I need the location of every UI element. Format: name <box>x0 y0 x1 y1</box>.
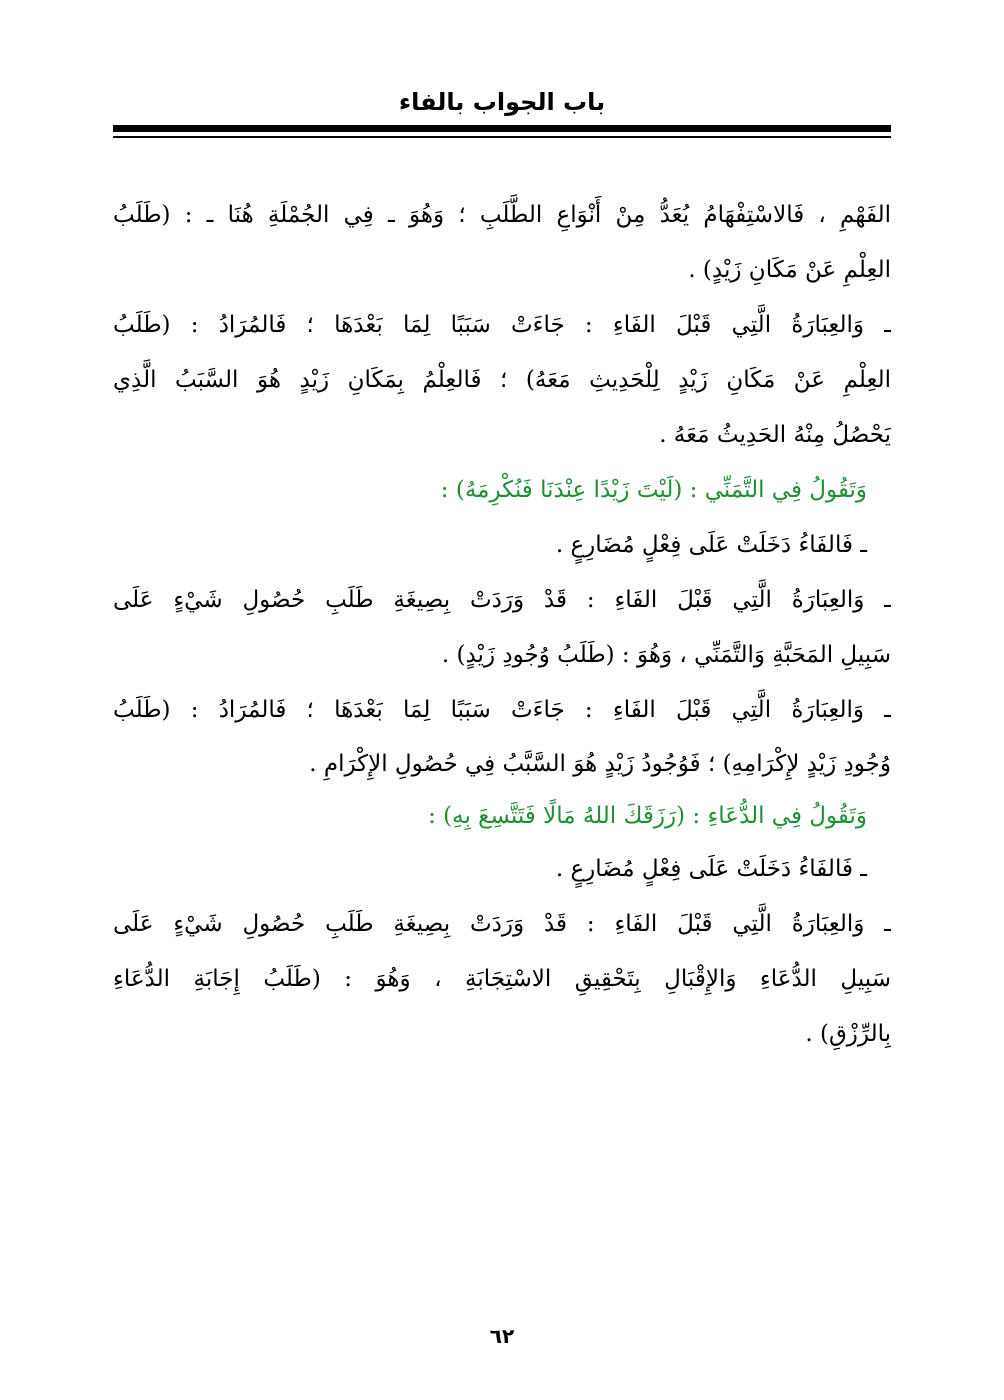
body-line: ـ فَالفَاءُ دَخَلَتْ عَلَى فِعْلٍ مُضَارِعٍ . <box>555 532 867 558</box>
body-line: سَبِيلِ الدُّعَاءِ وَالإِقْبَالِ بِتَحْقِيقِ الاسْتِجَابَةِ ، وَهُوَ : (طَلَبُ إِجَابَةِ الدُّعَاءِ <box>113 966 891 992</box>
chapter-title: باب الجواب بالفاء <box>398 88 606 116</box>
example-heading-tamanni: وَتَقُولُ فِي التَّمَنِّي : (لَيْتَ زَيْدًا عِنْدَنَا فَنُكْرِمَهُ) : <box>440 477 867 503</box>
body-line: ـ وَالعِبَارَةُ الَّتِي قَبْلَ الفَاءِ : قَدْ وَرَدَتْ بِصِيغَةِ طَلَبِ حُصُولِ شَيْءٍ عَلَى <box>113 911 891 937</box>
body-line: ـ وَالعِبَارَةُ الَّتِي قَبْلَ الفَاءِ : قَدْ وَرَدَتْ بِصِيغَةِ طَلَبِ حُصُولِ شَيْءٍ عَلَى <box>113 587 891 613</box>
header-rule-thick <box>113 125 891 132</box>
body-line: ـ وَالعِبَارَةُ الَّتِي قَبْلَ الفَاءِ : جَاءَتْ سَبَبًا لِمَا بَعْدَهَا ؛ فَالمُرَادُ : (طَلَبُ <box>113 312 891 338</box>
body-text <box>113 188 891 1062</box>
body-line: ـ وَالعِبَارَةُ الَّتِي قَبْلَ الفَاءِ : جَاءَتْ سَبَبًا لِمَا بَعْدَهَا ؛ فَالمُرَادُ : (طَلَبُ <box>113 697 891 723</box>
example-heading-dua: وَتَقُولُ فِي الدُّعَاءِ : (رَزَقَكَ اللهُ مَالًا فَتَتَّسِعَ بِهِ) : <box>428 803 867 829</box>
body-line: ـ فَالفَاءُ دَخَلَتْ عَلَى فِعْلٍ مُضَارِعٍ . <box>555 856 867 882</box>
page-number: ٦٢ <box>489 1324 515 1348</box>
body-line: بِالرِّزْقِ) . <box>805 1021 891 1047</box>
body-line: سَبِيلِ المَحَبَّةِ وَالتَّمَنِّي ، وَهُوَ : (طَلَبُ وُجُودِ زَيْدٍ) . <box>441 642 891 668</box>
body-line: يَحْصُلُ مِنْهُ الحَدِيثُ مَعَهُ . <box>659 422 891 448</box>
body-line: العِلْمِ عَنْ مَكَانِ زَيْدٍ لِلْحَدِيثِ مَعَهُ) ؛ فَالعِلْمُ بِمَكَانِ زَيْدٍ هُوَ السَّبَبُ الَّذِي <box>113 367 891 393</box>
body-line: العِلْمِ عَنْ مَكَانِ زَيْدٍ) . <box>688 257 891 283</box>
body-line: الفَهْمِ ، فَالاسْتِفْهَامُ يُعَدُّ مِنْ أَنْوَاعِ الطَّلَبِ ؛ وَهُوَ ـ فِي الجُمْلَةِ هُنَا ـ : (طَلَبُ <box>113 202 891 228</box>
header-rule-thin <box>113 136 891 138</box>
body-line: وُجُودِ زَيْدٍ لإِكْرَامِهِ) ؛ فَوُجُودُ زَيْدٍ هُوَ السَّبَّبُ فِي حُصُولِ الإِكْرَامِ . <box>309 751 891 777</box>
